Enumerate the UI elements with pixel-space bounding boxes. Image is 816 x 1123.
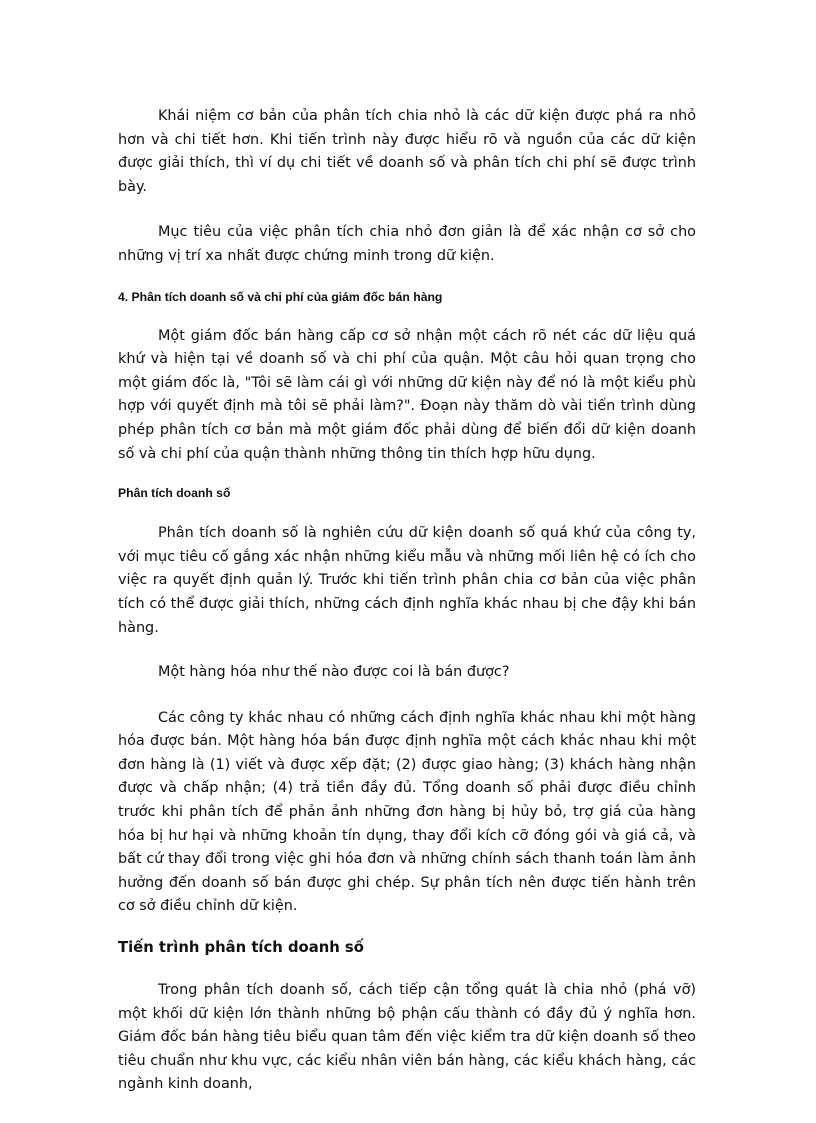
body-paragraph: Một hàng hóa như thế nào được coi là bán được? xyxy=(158,664,510,681)
body-paragraph: Một giám đốc bán hàng cấp cơ sở nhận một cách rõ nét các dữ liệu quá khứ và hiện tại về doanh số và chi phí của quận. Một câu hỏi quan trọng cho một giám đốc là, "Tôi sẽ làm cái gì với những dữ kiện này để nó là một kiểu phù hợp với quyết định mà tôi sẽ phải làm?". Đoạn này thăm dò vài tiến trình dùng phép phân tích cơ bản mà một giám đốc phải dùng để biến đổi dữ kiện doanh số và chi phí của quận thành những thông tin thích hợp hữu dụng. xyxy=(118,327,696,462)
subsection-heading: Phân tích doanh số xyxy=(118,486,231,501)
body-paragraph: Mục tiêu của việc phân tích chia nhỏ đơn giản là để xác nhận cơ sở cho những vị trí xa nhất được chứng minh trong dữ kiện. xyxy=(118,224,696,264)
subsection-heading: Tiến trình phân tích doanh số xyxy=(118,939,364,957)
body-paragraph: Các công ty khác nhau có những cách định nghĩa khác nhau khi một hàng hóa được bán. Một hàng hóa bán được định nghĩa một cách khác nhau khi một đơn hàng là (1) viết và được xếp đặt; (2) được giao hàng; (3) khách hàng nhận được và chấp nhận; (4) trả tiền đầy đủ. Tổng doanh số phải được điều chỉnh trước khi phân tích để phản ảnh những đơn hàng bị hủy bỏ, trợ giá của hàng hóa bị hư hại và những khoản tín dụng, thay đổi kích cỡ đóng gói và giá cả, và bất cứ thay đổi trong việc ghi hóa đơn và những chính sách thanh toán làm ảnh hưởng đến doanh số bán được ghi chép. Sự phân tích nên được tiến hành trên cơ sở điều chỉnh dữ kiện. xyxy=(118,709,696,915)
section-heading: 4. Phân tích doanh số và chi phí của giám đốc bán hàng xyxy=(118,289,443,304)
body-paragraph: Khái niệm cơ bản của phân tích chia nhỏ là các dữ kiện được phá ra nhỏ hơn và chi tiết hơn. Khi tiến trình này được hiểu rõ và nguồn của các dữ kiện được giải thích, thì ví dụ chi tiết về doanh số và phân tích chi phí sẽ được trình bày. xyxy=(118,108,696,195)
page-content xyxy=(118,100,696,1097)
body-paragraph: Trong phân tích doanh số, cách tiếp cận tổng quát là chia nhỏ (phá vỡ) một khối dữ kiện lớn thành những bộ phận cấu thành có đầy đủ ý nghĩa hơn. Giám đốc bán hàng tiêu biểu quan tâm đến việc kiểm tra dữ kiện doanh số theo tiêu chuẩn như khu vực, các kiểu nhân viên bán hàng, các kiểu khách hàng, các ngành kinh doanh, xyxy=(118,982,696,1093)
body-paragraph: Phân tích doanh số là nghiên cứu dữ kiện doanh số quá khứ của công ty, với mục tiêu cố gắng xác nhận những kiểu mẫu và những mối liên hệ có ích cho việc ra quyết định quản lý. Trước khi tiến trình phân chia cơ bản của việc phân tích có thể được giải thích, những cách định nghĩa khác nhau bị che đậy khi bán hàng. xyxy=(118,525,696,636)
